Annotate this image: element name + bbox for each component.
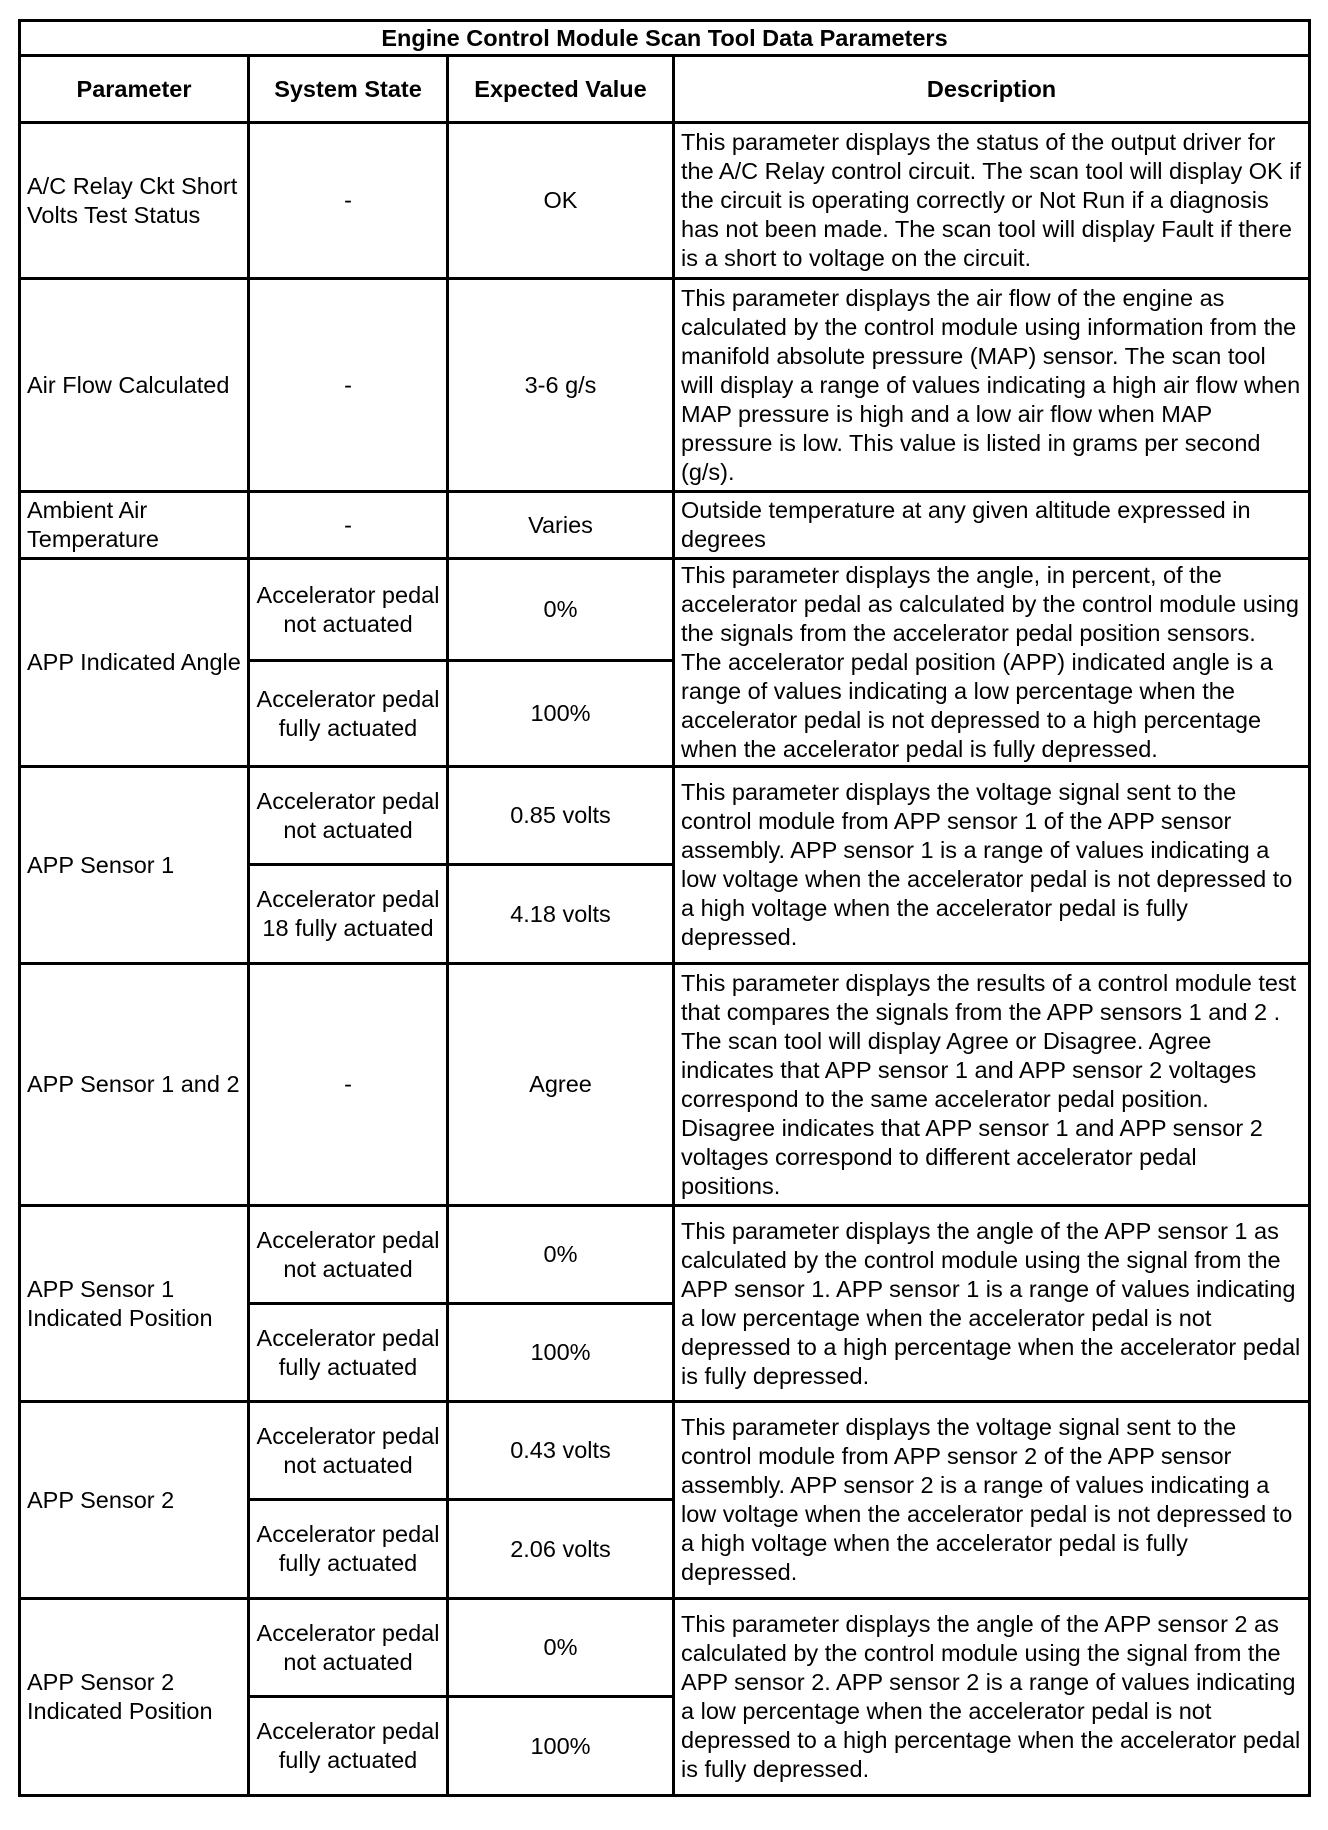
description-cell: This parameter displays the angle, in percent, of the accelerator pedal as calculated by the control module using the signals from the accelerator pedal position sensors. The accelerator pedal position (APP) indicated angle is a range of values indicating a low percentage when the accelerator pedal is not depressed to a high percentage when the accelerator pedal is fully depressed. bbox=[674, 559, 1310, 767]
scan-tool-data-table bbox=[18, 19, 1311, 1797]
table-row bbox=[20, 964, 1310, 1206]
description-cell: This parameter displays the angle of the APP sensor 2 as calculated by the control module using the signal from the APP sensor 2. APP sensor 2 is a range of values indicating a low percentage when the accelerator pedal is not depressed to a high percentage when the accelerator pedal is fully depressed. bbox=[674, 1599, 1310, 1796]
expected-value-cell: 3-6 g/s bbox=[448, 279, 674, 492]
system-state-cell: Accelerator pedal fully actuated bbox=[249, 661, 448, 767]
description-cell: This parameter displays the results of a control module test that compares the signals from the APP sensors 1 and 2 . The scan tool will display Agree or Disagree. Agree indicates that APP sensor 1 and APP sensor 2 voltages correspond to the same accelerator pedal position. Disagree indicates that APP sensor 1 and APP sensor 2 voltages correspond to different accelerator pedal positions. bbox=[674, 964, 1310, 1206]
table-row bbox=[20, 123, 1310, 279]
description-cell: This parameter displays the voltage signal sent to the control module from APP sensor 2 of the APP sensor assembly. APP sensor 2 is a range of values indicating a low voltage when the accelerator pedal is not depressed to a high voltage when the accelerator pedal is fully depressed. bbox=[674, 1402, 1310, 1599]
system-state-cell: - bbox=[249, 123, 448, 279]
expected-value-cell: Agree bbox=[448, 964, 674, 1206]
expected-value-cell: 0% bbox=[448, 1599, 674, 1697]
system-state-cell: - bbox=[249, 964, 448, 1206]
system-state-cell: - bbox=[249, 279, 448, 492]
expected-value-cell: 0.43 volts bbox=[448, 1402, 674, 1500]
description-cell: This parameter displays the angle of the APP sensor 1 as calculated by the control module using the signal from the APP sensor 1. APP sensor 1 is a range of values indicating a low percentage when the accelerator pedal is not depressed to a high percentage when the accelerator pedal is fully depressed. bbox=[674, 1206, 1310, 1402]
header-description: Description bbox=[674, 56, 1310, 123]
system-state-cell: - bbox=[249, 492, 448, 559]
system-state-cell: Accelerator pedal not actuated bbox=[249, 1402, 448, 1500]
expected-value-cell: 100% bbox=[448, 1697, 674, 1796]
description-cell: This parameter displays the voltage signal sent to the control module from APP sensor 1 of the APP sensor assembly. APP sensor 1 is a range of values indicating a low voltage when the accelerator pedal is not depressed to a high voltage when the accelerator pedal is fully depressed. bbox=[674, 767, 1310, 964]
table-row bbox=[20, 279, 1310, 492]
system-state-cell: Accelerator pedal not actuated bbox=[249, 1206, 448, 1304]
table-row bbox=[20, 1402, 1310, 1500]
system-state-cell: Accelerator pedal not actuated bbox=[249, 1599, 448, 1697]
header-system-state: System State bbox=[249, 56, 448, 123]
parameter-cell: APP Sensor 2 Indicated Position bbox=[20, 1599, 249, 1796]
expected-value-cell: 0% bbox=[448, 559, 674, 661]
description-cell: This parameter displays the air flow of the engine as calculated by the control module using information from the manifold absolute pressure (MAP) sensor. The scan tool will display a range of values indicating a high air flow when MAP pressure is high and a low air flow when MAP pressure is low. This value is listed in grams per second (g/s). bbox=[674, 279, 1310, 492]
parameter-cell: APP Sensor 1 and 2 bbox=[20, 964, 249, 1206]
parameter-cell: A/C Relay Ckt Short Volts Test Status bbox=[20, 123, 249, 279]
description-cell: Outside temperature at any given altitude expressed in degrees bbox=[674, 492, 1310, 559]
expected-value-cell: 4.18 volts bbox=[448, 865, 674, 964]
system-state-cell: Accelerator pedal fully actuated bbox=[249, 1697, 448, 1796]
expected-value-cell: 2.06 volts bbox=[448, 1500, 674, 1599]
expected-value-cell: 0.85 volts bbox=[448, 767, 674, 865]
expected-value-cell: 0% bbox=[448, 1206, 674, 1304]
expected-value-cell: Varies bbox=[448, 492, 674, 559]
table-body bbox=[20, 123, 1310, 1796]
system-state-cell: Accelerator pedal not actuated bbox=[249, 767, 448, 865]
expected-value-cell: OK bbox=[448, 123, 674, 279]
system-state-cell: Accelerator pedal fully actuated bbox=[249, 1500, 448, 1599]
table-row bbox=[20, 1599, 1310, 1697]
parameter-cell: APP Sensor 1 Indicated Position bbox=[20, 1206, 249, 1402]
table-row bbox=[20, 559, 1310, 661]
description-cell: This parameter displays the status of the output driver for the A/C Relay control circuit. The scan tool will display OK if the circuit is operating correctly or Not Run if a diagnosis has not been made. The scan tool will display Fault if there is a short to voltage on the circuit. bbox=[674, 123, 1310, 279]
table-row bbox=[20, 492, 1310, 559]
system-state-cell: Accelerator pedal not actuated bbox=[249, 559, 448, 661]
expected-value-cell: 100% bbox=[448, 661, 674, 767]
header-parameter: Parameter bbox=[20, 56, 249, 123]
parameter-cell: Ambient Air Temperature bbox=[20, 492, 249, 559]
table-title: Engine Control Module Scan Tool Data Parameters bbox=[20, 21, 1310, 56]
parameter-cell: APP Sensor 2 bbox=[20, 1402, 249, 1599]
parameter-cell: APP Sensor 1 bbox=[20, 767, 249, 964]
parameter-cell: APP Indicated Angle bbox=[20, 559, 249, 767]
expected-value-cell: 100% bbox=[448, 1304, 674, 1402]
table-row bbox=[20, 1206, 1310, 1304]
header-expected-value: Expected Value bbox=[448, 56, 674, 123]
parameter-cell: Air Flow Calculated bbox=[20, 279, 249, 492]
system-state-cell: Accelerator pedal fully actuated bbox=[249, 1304, 448, 1402]
table-row bbox=[20, 767, 1310, 865]
system-state-cell: Accelerator pedal 18 fully actuated bbox=[249, 865, 448, 964]
